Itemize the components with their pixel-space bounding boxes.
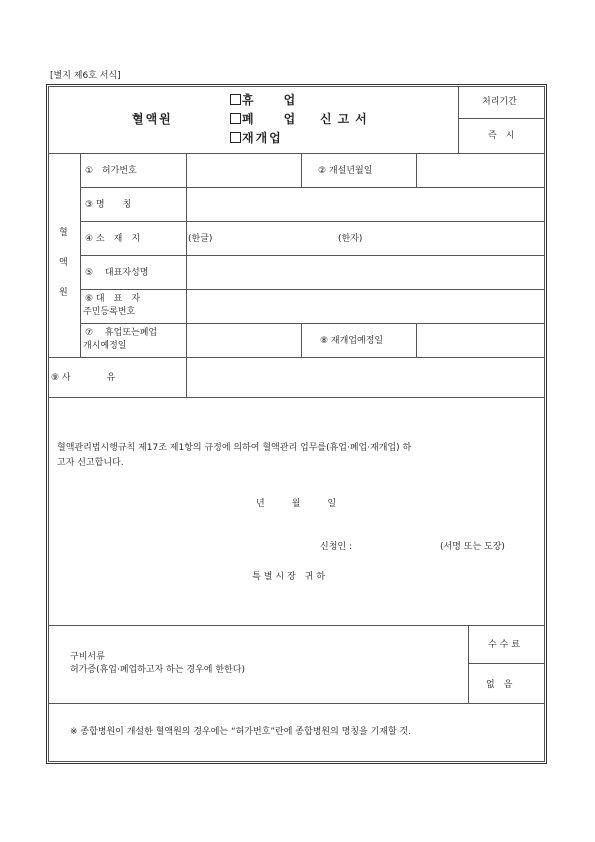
field-representative-id-input[interactable]: [188, 291, 543, 321]
field-open-date-input[interactable]: [418, 155, 543, 185]
footnote: ※ 종합병원이 개설한 혈액원의 경우에는 “허가번호”란에 종합병원의 명칭을 기재할 것.: [70, 727, 412, 737]
field-address-korean-label: (한글): [188, 234, 213, 244]
field-address-input[interactable]: [218, 223, 543, 253]
required-documents-title: 구비서류: [70, 652, 105, 662]
applicant-name-input[interactable]: [366, 538, 436, 554]
field-representative-id-label-2: 주민등록번호: [83, 307, 136, 317]
required-documents-item: 허가증(휴업·폐업하고자 하는 경우에 한한다): [70, 665, 245, 675]
field-name-label: ③ 명 칭: [85, 200, 132, 210]
fee-header: 수수료: [488, 640, 524, 650]
date-line: 년 월 일: [256, 499, 337, 509]
statement-line-1: 혈액관리법시행규칙 제17조 제1항의 규정에 의하여 혈액관리 업무를(휴업·폐업·재개업) 하: [57, 443, 412, 453]
section-label-blood-center: 혈액원: [59, 228, 68, 298]
field-address-chinese-label: (한자): [338, 234, 363, 244]
field-representative-name-label: ⑤ 대표자성명: [85, 268, 149, 278]
field-open-date-label: ② 개설년월일: [318, 166, 373, 176]
field-representative-id-label-1: ⑥ 대 표 자: [85, 294, 141, 304]
field-reopen-date-input[interactable]: [418, 325, 543, 355]
field-closure-date-input[interactable]: [188, 325, 299, 355]
title-option-suspend: 휴 업: [230, 94, 297, 108]
checkbox-suspend[interactable]: [230, 94, 241, 105]
field-reason-label: ⑨ 사 유: [51, 373, 116, 383]
applicant-signature-note: (서명 또는 도장): [440, 542, 505, 552]
processing-period-header: 처리기간: [482, 97, 517, 107]
addressee: 특별시장 귀하: [252, 572, 329, 582]
applicant-label: 신청인 :: [320, 542, 352, 552]
checkbox-close[interactable]: [230, 113, 241, 124]
field-reason-input[interactable]: [188, 359, 543, 395]
title-suffix: 신고서: [320, 112, 373, 126]
field-closure-date-label-1: ⑦ 휴업또는폐업: [85, 328, 158, 338]
field-license-no-label: ① 허가번호: [85, 166, 137, 176]
form-number: [별지 제6호 서식]: [50, 71, 121, 81]
fee-value: 없 음: [486, 680, 513, 690]
checkbox-reopen[interactable]: [230, 132, 241, 143]
field-closure-date-label-2: 개시예정일: [83, 341, 127, 351]
field-address-label: ④ 소 재 지: [85, 234, 141, 244]
statement-line-2: 고자 신고합니다.: [57, 458, 124, 468]
field-name-input[interactable]: [188, 189, 543, 219]
title-option-close: 폐 업: [230, 113, 297, 127]
processing-period-value: 즉 시: [488, 131, 515, 141]
title-subject: 혈액원: [132, 112, 173, 126]
title-option-reopen: 재개업: [230, 132, 283, 146]
field-reopen-date-label: ⑧ 재개업예정일: [320, 336, 384, 346]
field-license-no-input[interactable]: [188, 155, 299, 185]
field-representative-name-input[interactable]: [188, 257, 543, 287]
